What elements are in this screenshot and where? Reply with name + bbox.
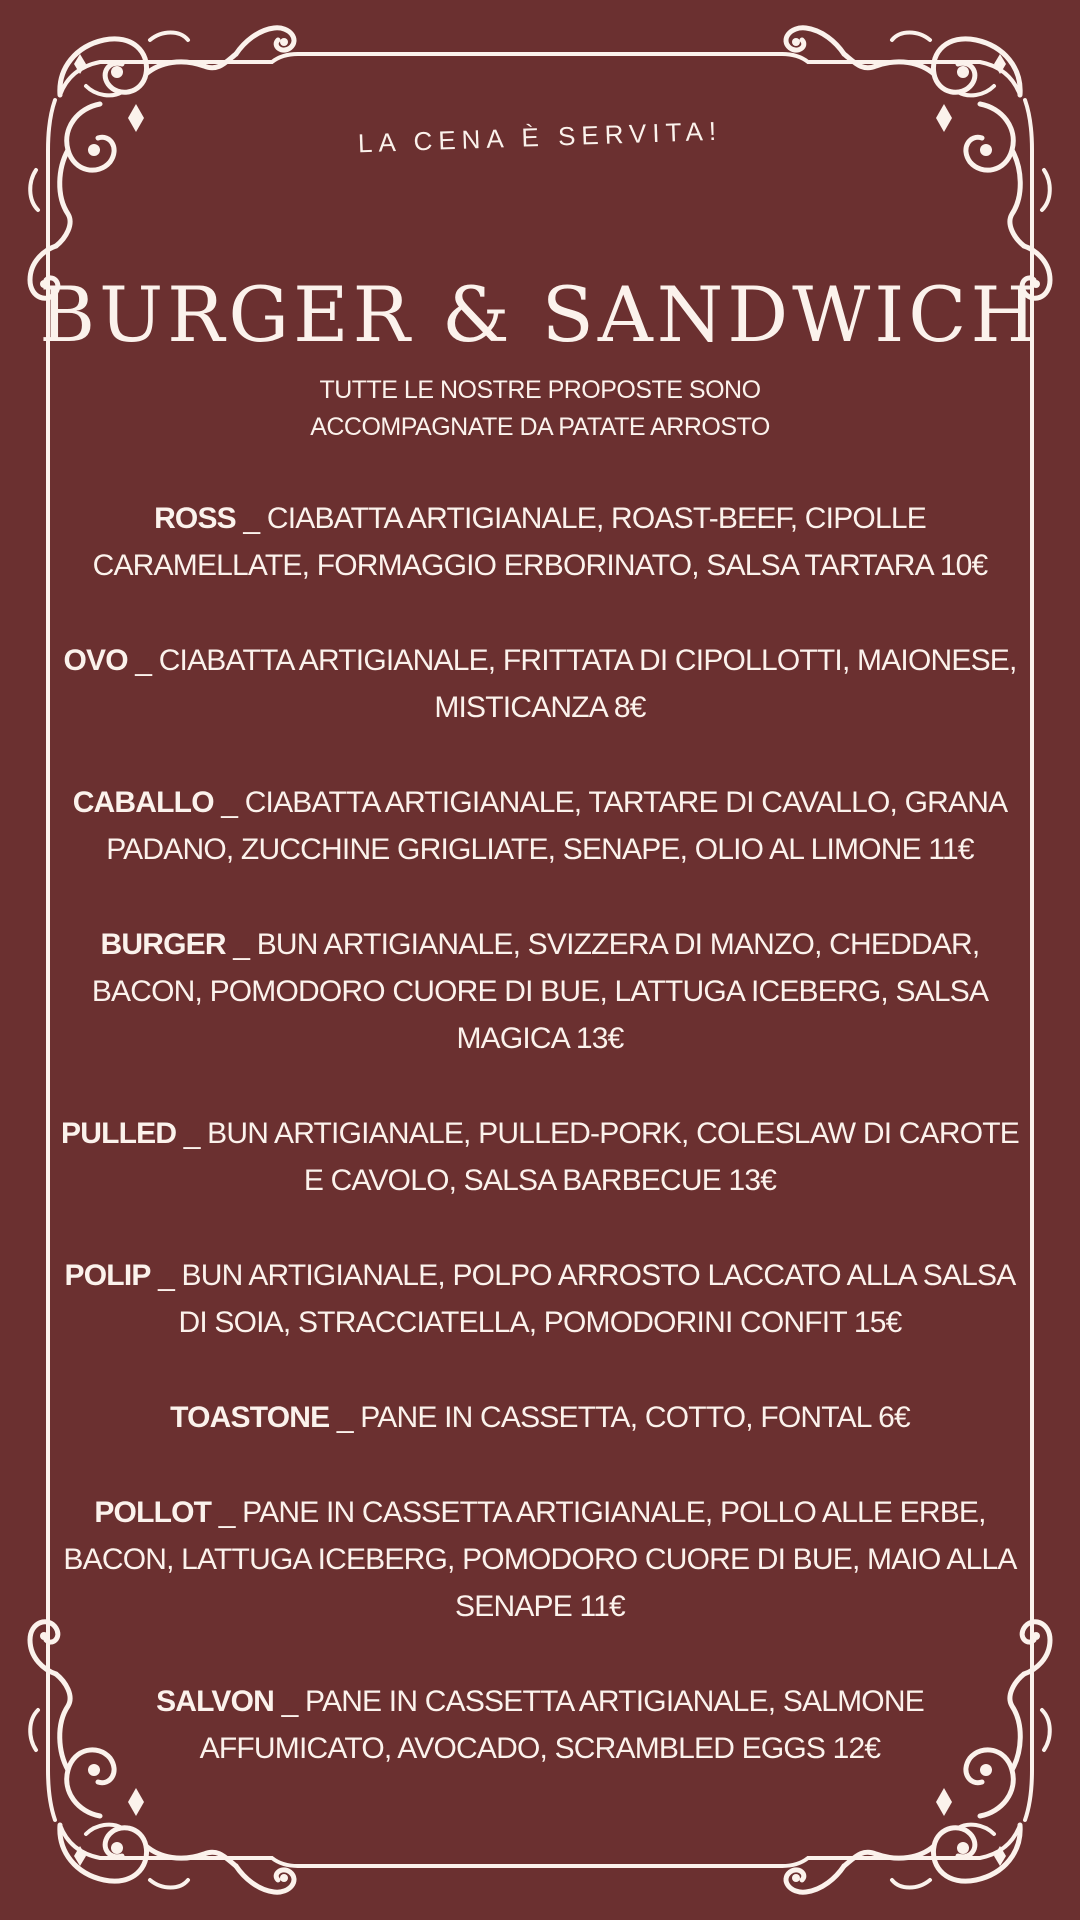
menu-item-pulled	[58, 1110, 1022, 1204]
menu-item-name: CABALLO	[72, 786, 214, 819]
menu-item-name: BURGER	[100, 928, 226, 961]
menu-item-description: _ PANE IN CASSETTA, COTTO, FONTAL 6€	[329, 1401, 910, 1434]
subtitle: TUTTE LE NOSTRE PROPOSTE SONO ACCOMPAGNATE DA PATATE ARROSTO	[310, 376, 770, 441]
menu-item-description: _ BUN ARTIGIANALE, SVIZZERA DI MANZO, CHEDDAR, BACON, POMODORO CUORE DI BUE, LATTUGA ICEBERG, SALSA MAGICA 13€	[91, 928, 989, 1055]
corner-ornament-top-right	[782, 28, 1050, 298]
menu-item-caballo	[58, 779, 1022, 873]
menu-item-ovo	[58, 637, 1022, 731]
page-title: BURGER & SANDWICH	[39, 270, 1041, 359]
menu-item-description: _ PANE IN CASSETTA ARTIGIANALE, SALMONE AFFUMICATO, AVOCADO, SCRAMBLED EGGS 12€	[199, 1685, 924, 1765]
menu-item-name: PULLED	[61, 1117, 177, 1150]
tagline: LA CENA È SERVITA!	[357, 115, 723, 159]
menu-item-name: SALVON	[156, 1685, 275, 1718]
menu-item-salvon	[58, 1678, 1022, 1772]
menu-item-name: OVO	[63, 644, 128, 677]
menu-item-description: _ BUN ARTIGIANALE, POLPO ARROSTO LACCATO ALLA SALSA DI SOIA, STRACCIATELLA, POMODORINI CONFIT 15€	[150, 1259, 1016, 1339]
menu-item-burger	[58, 921, 1022, 1062]
menu-item-name: TOASTONE	[170, 1401, 330, 1434]
menu-item-toastone	[58, 1394, 1022, 1441]
menu-item-description: _ CIABATTA ARTIGIANALE, FRITTATA DI CIPOLLOTTI, MAIONESE, MISTICANZA 8€	[127, 644, 1017, 724]
menu-item-description: _ PANE IN CASSETTA ARTIGIANALE, POLLO ALLE ERBE, BACON, LATTUGA ICEBERG, POMODORO CUORE DI BUE, MAIO ALLA SENAPE 11€	[63, 1496, 1017, 1623]
menu-item-name: POLLOT	[94, 1496, 212, 1529]
menu-item-ross	[58, 495, 1022, 589]
menu-item-description: _ CIABATTA ARTIGIANALE, TARTARE DI CAVALLO, GRANA PADANO, ZUCCHINE GRIGLIATE, SENAPE, OLIO AL LIMONE 11€	[106, 786, 1008, 866]
menu-item-pollot	[58, 1489, 1022, 1630]
menu-item-description: _ CIABATTA ARTIGIANALE, ROAST-BEEF, CIPOLLE CARAMELLATE, FORMAGGIO ERBORINATO, SALSA TARTARA 10€	[92, 502, 988, 582]
menu-list	[58, 495, 1022, 1820]
menu-item-polip	[58, 1252, 1022, 1346]
menu-item-name: POLIP	[64, 1259, 151, 1292]
menu-item-name: ROSS	[154, 502, 236, 535]
menu-item-description: _ BUN ARTIGIANALE, PULLED-PORK, COLESLAW DI CAROTE E CAVOLO, SALSA BARBECUE 13€	[176, 1117, 1019, 1197]
